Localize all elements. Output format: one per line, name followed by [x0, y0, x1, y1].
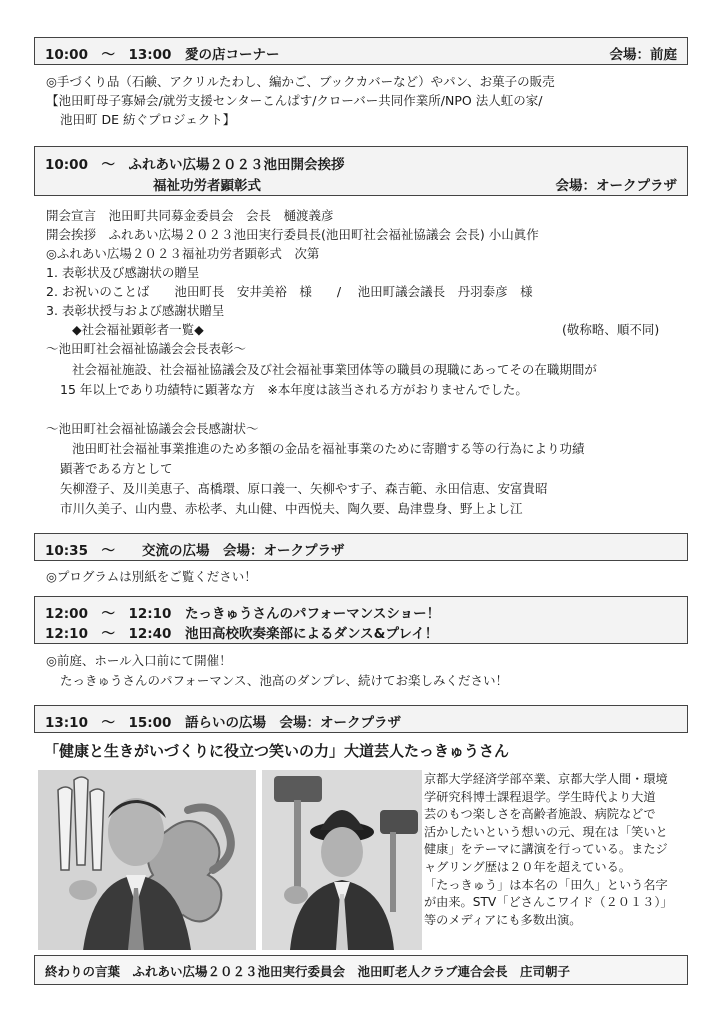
bio-line: 芸のもつ楽しさを高齢者施設、病院などで — [424, 807, 656, 822]
lecture-title: 「健康と生きがいづくりに役立つ笑いの力」大道芸人たっきゅうさん — [44, 742, 510, 760]
performer-bio — [424, 771, 689, 929]
section-header-opening — [34, 146, 688, 196]
section-subtitle: 福祉功労者顕彰式 — [153, 178, 261, 194]
text-line: 15 年以上であり功績特に顕著な方 ※本年度は該当される方がおりませんでした。 — [60, 382, 528, 397]
performer-photo-juggling — [38, 770, 256, 950]
text-line: たっきゅうさんのパフォーマンス、池高のダンプレ、続けてお楽しみください！ — [60, 673, 509, 688]
bio-line: 活かしたいという想いの元、現在は「笑いと — [424, 824, 668, 839]
juggling-photo-illustration — [38, 770, 256, 950]
performer-photo-hat — [262, 770, 422, 950]
section-time-title: 10:35 ～ 交流の広場 会場：オークプラザ — [45, 543, 345, 559]
bio-line: 「たっきゅう」は本名の「田久」という名字 — [424, 877, 668, 892]
bio-line: 学研究科博士課程退学。学生時代より大道 — [424, 789, 656, 804]
section-time-title: 12:00 ～ 12:10 たっきゅうさんのパフォーマンスショー！ — [45, 606, 441, 622]
section-time-title: 12:10 ～ 12:40 池田高校吹奏楽部によるダンス&プレイ！ — [45, 626, 439, 642]
text-line: ◎プログラムは別紙をご覧ください！ — [46, 569, 257, 584]
section-venue: 会場：オークプラザ — [555, 178, 677, 194]
text-line: ◎手づくり品（石鹸、アクリルたわし、編かご、ブックカバーなど）やパン、お菓子の販売 — [46, 74, 555, 89]
text-line: 池田町 DE 紡ぐプロジェクト】 — [60, 112, 236, 127]
section-header-closing — [34, 955, 688, 985]
bio-line: が由来。STV「どさんこワイド（２０１３）」 — [424, 895, 673, 910]
section-time-title: 13:10 ～ 15:00 語らいの広場 会場：オークプラザ — [45, 715, 401, 731]
text-line: 3. 表彰状授与および感謝状贈呈 — [46, 303, 225, 318]
text-line: ◎前庭、ホール入口前にて開催！ — [46, 653, 232, 668]
recipient-names: 矢柳澄子、及川美恵子、髙橋環、原口義一、矢柳やす子、森吉範、永田信恵、安富貴昭 — [60, 481, 548, 496]
text-line: ～池田町社会福祉協議会会長表彰～ — [46, 341, 247, 356]
text-line: 2. お祝いのことば 池田町長 安井美裕 様 / 池田町議会議長 丹羽泰彦 様 — [46, 284, 533, 299]
section-time-title: 10:00 ～ 13:00 愛の店コーナー — [45, 47, 280, 63]
text-line: 顕著である方として — [60, 461, 173, 476]
section-venue: 会場：前庭 — [609, 47, 677, 63]
bio-line: ャグリング歴は２０年を超えている。 — [424, 859, 631, 874]
text-line: 開会挨拶 ふれあい広場２０２３池田実行委員長(池田町社会福祉協議会 会長) 小山眞作 — [46, 227, 539, 242]
text-line: 開会宣言 池田町共同募金委員会 会長 樋渡義彦 — [46, 208, 334, 223]
bio-line: 等のメディアにも多数出演。 — [424, 912, 582, 927]
bio-line: 健康」をテーマに講演を行っている。またジ — [424, 842, 668, 857]
section-header-performance — [34, 596, 688, 644]
text-line: 池田町社会福祉事業推進のため多額の金品を福祉事業のために寄贈する等の行為により功績 — [72, 441, 585, 456]
section-header-koryu — [34, 533, 688, 561]
text-line: 【池田町母子寡婦会/就労支援センターこんぱす/クローバー共同作業所/NPO 法人虹の家/ — [46, 93, 543, 108]
closing-remarks: 終わりの言葉 ふれあい広場２０２３池田実行委員会 池田町老人クラブ連合会長 庄司朝子 — [45, 964, 571, 979]
bio-line: 京都大学経済学部卒業、京都大学人間・環境 — [424, 772, 668, 786]
text-line: 社会福祉施設、社会福祉協議会及び社会福祉事業団体等の職員の現職にあってその在職期間が — [72, 362, 597, 377]
hat-photo-illustration — [262, 770, 422, 950]
recipient-names: 市川久美子、山内豊、赤松孝、丸山健、中西悦夫、陶久要、島津豊身、野上よし江 — [60, 501, 523, 516]
text-line: ◎ふれあい広場２０２３福祉功労者顕彰式 次第 — [46, 246, 320, 261]
section-header-ai-no-mise — [34, 37, 688, 65]
text-line: 1. 表彰状及び感謝状の贈呈 — [46, 265, 200, 280]
section-header-katarai — [34, 705, 688, 733]
text-note: (敬称略、順不同) — [562, 322, 660, 337]
text-line: ～池田町社会福祉協議会会長感謝状～ — [46, 421, 259, 436]
text-line: ◆社会福祉顕彰者一覧◆ — [72, 322, 204, 337]
section-time-title: 10:00 ～ ふれあい広場２０２３池田開会挨拶 — [45, 157, 345, 173]
